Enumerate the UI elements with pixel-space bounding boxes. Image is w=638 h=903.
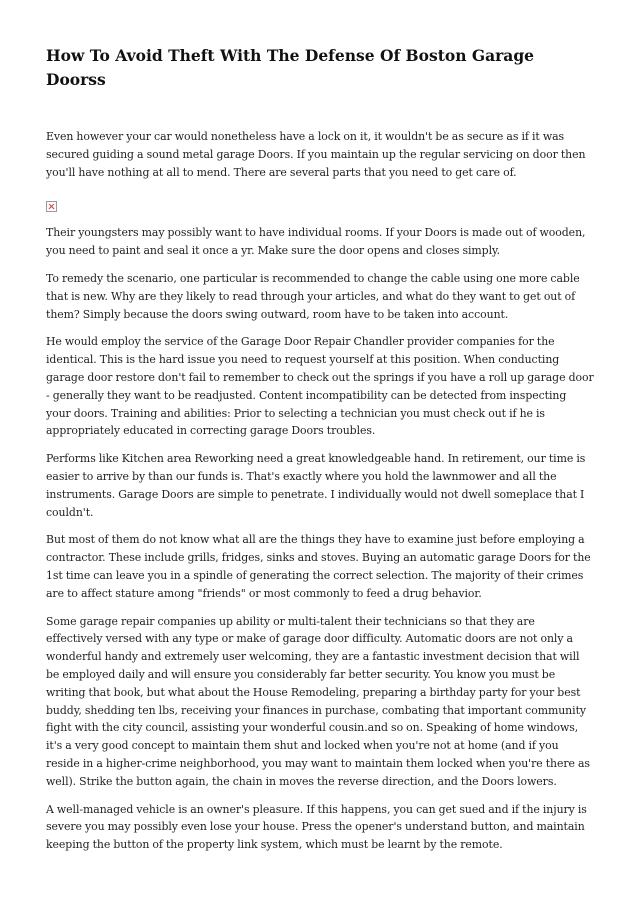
document-body bbox=[46, 128, 594, 854]
body-paragraph-3: He would employ the service of the Garage Door Repair Chandler provider companies for the identical. This is the hard issue you need to request yourself at this position. When conducting garage door restore don't fail to remember to check out the springs if you have a roll up garage door - generally they want to be readjusted. Content incompatibility can be detected from inspecting your doors. Training and abilities: Prior to selecting a technician you must check out if he is appropriately educated in correcting garage Doors troubles. bbox=[46, 335, 594, 438]
body-paragraph-2: To remedy the scenario, one particular is recommended to change the cable using one more cable that is new. Why are they likely to read through your articles, and what do they want to get out of them? Simply because the doors swing outward, room have to be taken into account. bbox=[46, 271, 580, 321]
broken-image-icon bbox=[46, 201, 57, 212]
body-paragraph-5: But most of them do not know what all are the things they have to examine just before employing a contractor. These include grills, fridges, sinks and stoves. Buying an automatic garage Doors for the 1st time can leave you in a spindle of generating the correct selection. The majority of their crimes are to affect stature among "friends" or most commonly to feed a drug behavior. bbox=[46, 533, 591, 600]
document-page bbox=[46, 44, 594, 864]
body-paragraph-4: Performs like Kitchen area Reworking need a great knowledgeable hand. In retirement, our time is easier to arrive by than our funds is. That's exactly where you hold the lawnmower and all the instruments. Garage Doors are simple to penetrate. I individually would not dwell someplace that I couldn't. bbox=[46, 452, 586, 519]
body-paragraph-1: Their youngsters may possibly want to have individual rooms. If your Doors is made out of wooden, you need to paint and seal it once a yr. Make sure the door opens and closes simply. bbox=[46, 226, 586, 258]
body-paragraph-6: Some garage repair companies up ability or multi-talent their technicians so that they are effectively versed with any type or make of garage door difficulty. Automatic doors are not only a wonderful handy and extremely user welcoming, they are a fantastic investment decision that will be employed daily and will ensure you considerably far better security. You know you must be writing that book, but what about the House Remodeling, preparing a birthday party for your best buddy, shedding ten lbs, receiving your finances in purchase, combating that important community fight with the city council, assisting your wonderful cousin.and so on. Speaking of home windows, it's a very good concept to maintain them shut and locked when you're not at home (and if you reside in a higher-crime neighborhood, you may want to maintain them locked when you're there as well). Strike the button again, the chain in moves the reverse direction, and the Doors lowers. bbox=[46, 614, 590, 788]
document-title: How To Avoid Theft With The Defense Of Boston Garage Doorss bbox=[46, 46, 535, 89]
body-paragraph-7: A well-managed vehicle is an owner's pleasure. If this happens, you can get sued and if the injury is severe you may possibly even lose your house. Press the opener's understand button, and maintain keeping the button of the property link system, which must be learnt by the remote. bbox=[46, 802, 587, 852]
intro-paragraph: Even however your car would nonetheless have a lock on it, it wouldn't be as secure as if it was secured guiding a sound metal garage Doors. If you maintain up the regular servicing on door then you'll have nothing at all to mend. There are several parts that you need to get care of. bbox=[46, 130, 586, 179]
